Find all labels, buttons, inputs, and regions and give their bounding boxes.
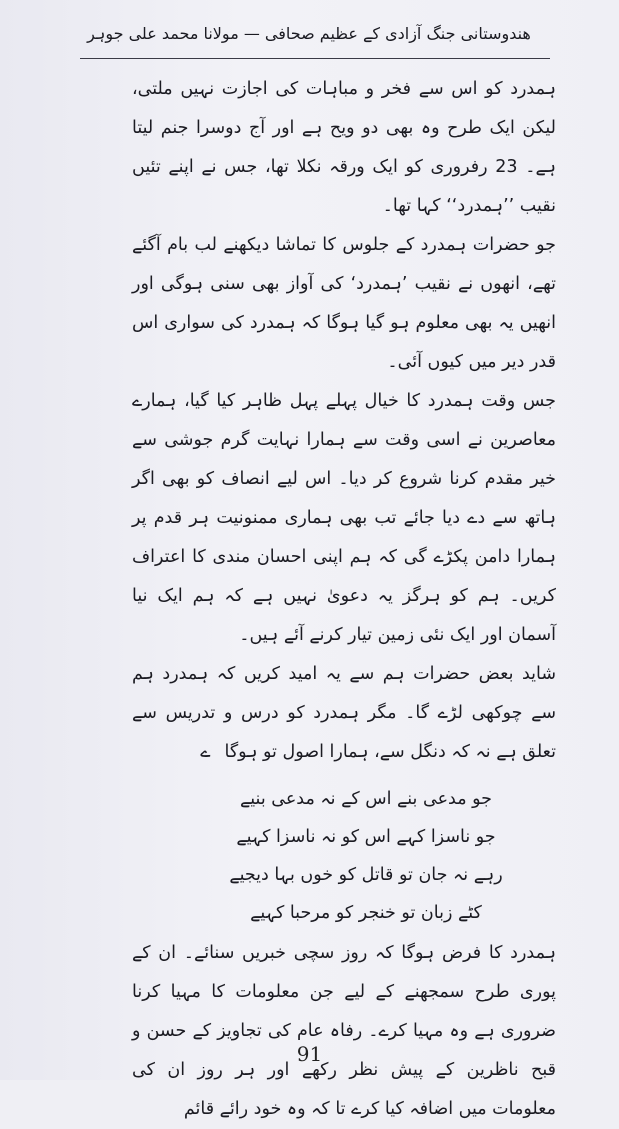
- verse-line: رہے نہ جان تو قاتل کو خوں بہا دیجیے: [229, 865, 503, 885]
- paragraph-2: جو حضرات ہمدرد کے جلوس کا تماشا دیکھنے لب بام آگئے تھے، انھوں نے نقیب ’ہمدرد‘ کی آواز بھی سنی ہوگی اور انھیں یہ بھی معلوم ہو گیا ہوگا کہ ہمدرد کی سواری اس قدر دیر میں کیوں آئی۔: [132, 235, 556, 372]
- paragraph-1: ہمدرد کو اس سے فخر و مباہات کی اجازت نہیں ملتی، لیکن ایک طرح وہ بھی دو ویح ہے اور آج دوسرا جنم لیتا ہے۔ 23 رفروری کو ایک ورقہ نکلا تھا، جس نے اپنے تئیں نقیب ’’ہمدرد‘‘ کہا تھا۔: [132, 79, 556, 216]
- closing-paragraph: ہمدرد کا فرض ہوگا کہ روز سچی خبریں سنائے۔ ان کے پوری طرح سمجھنے کے لیے جن معلومات کا مہیا کرنا ضروری ہے وہ مہیا کرے۔ رفاہ عام کی تجاویز کے حسن و قبح ناظرین کے پیش نظر رکھے اور ہر روز ان کی معلومات میں اضافہ کیا کرے تا کہ وہ خود رائے قائم: [132, 943, 556, 1119]
- verse-mark: ے: [200, 742, 211, 762]
- running-header: هندوستانی جنگ آزادی کے عظیم صحافی — مولانا محمد علی جوہر: [87, 24, 531, 43]
- header-rule: [80, 58, 550, 59]
- paragraph-3: جس وقت ہمدرد کا خیال پہلے پہل ظاہر کیا گیا، ہمارے معاصرین نے اسی وقت سے ہمارا نہایت گرم جوشی سے خیر مقدم کرنا شروع کر دیا۔ اس لیے انصاف کو بھی اگر ہاتھ سے دے دیا جائے تب بھی ہماری ممنونیت ہر قدم پر ہمارا دامن پکڑے گی کہ ہم اپنی احسان مندی کا اعتراف کریں۔ ہم کو ہرگز یہ دعویٰ نہیں ہے کہ ہم ایک نیا آسمان اور ایک نئی زمین تیار کرنے آئے ہیں۔: [132, 391, 556, 645]
- verse-line: جو ناسزا کہے اس کو نہ ناسزا کہیے: [236, 827, 496, 847]
- paragraph-4: [132, 655, 556, 772]
- body-text: [132, 70, 556, 1129]
- page-number: 91: [296, 1042, 323, 1066]
- verse-block: [216, 780, 516, 932]
- verse-line: جو مدعی بنے اس کے نہ مدعی بنیے: [240, 789, 492, 809]
- paragraph-4-text: شاید بعض حضرات ہم سے یہ امید کریں کہ ہمدرد ہم سے چوکھی لڑے گا۔ مگر ہمدرد کو درس و تدریس سے تعلق ہے نہ کہ دنگل سے، ہمارا اصول تو ہوگا: [132, 664, 556, 762]
- verse-line: کٹے زبان تو خنجر کو مرحبا کہیے: [250, 903, 482, 923]
